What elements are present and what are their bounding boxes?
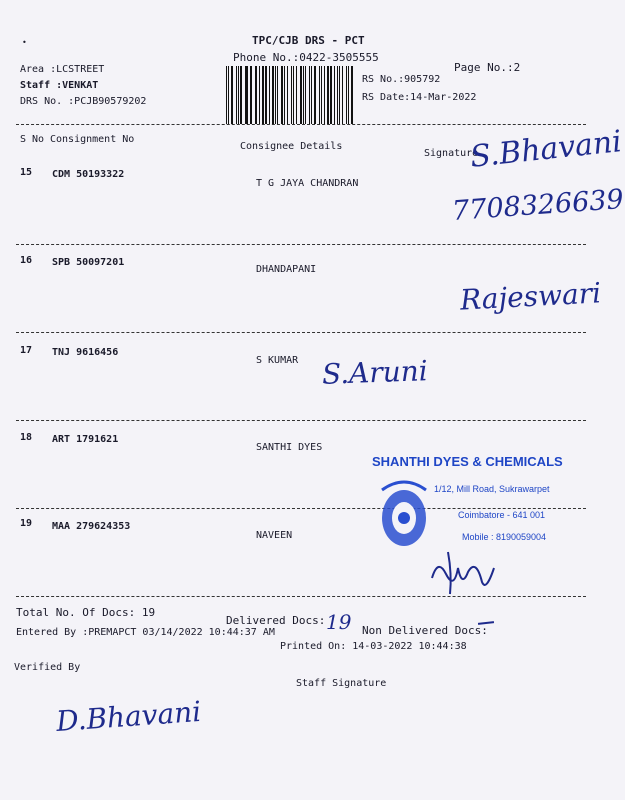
barcode-bar — [348, 66, 349, 124]
barcode-bar — [300, 66, 302, 124]
col-sno: S No — [20, 134, 45, 145]
barcode-bar — [228, 66, 229, 124]
signature-row-19-scribble — [428, 548, 498, 598]
barcode-bar — [250, 66, 251, 124]
row-consignee: NAVEEN — [256, 530, 293, 541]
barcode-bar — [296, 66, 297, 124]
barcode-bar — [240, 66, 241, 124]
col-consignee: Consignee Details — [240, 141, 343, 152]
barcode-bar — [309, 66, 310, 124]
header-divider — [16, 124, 586, 125]
row-consignment: ART 1791621 — [52, 434, 119, 445]
area-label: Area :LCSTREET — [20, 64, 105, 75]
row-consignment: SPB 50097201 — [52, 257, 125, 268]
delivered-docs-label: Delivered Docs: — [226, 614, 326, 627]
barcode-bar — [238, 66, 239, 124]
barcode-bar — [259, 66, 260, 124]
barcode-bar — [256, 66, 257, 124]
phone-number: Phone No.:0422-3505555 — [233, 51, 379, 64]
signature-row-17: S.Aruni — [321, 354, 429, 391]
barcode-bar — [305, 66, 306, 124]
barcode-bar — [334, 66, 335, 124]
barcode-bar — [293, 66, 294, 124]
row-consignment: CDM 50193322 — [52, 169, 125, 180]
barcode-bar — [246, 66, 248, 124]
verified-signature: D.Bhavani — [55, 694, 203, 739]
row-divider — [16, 420, 586, 421]
barcode-bar — [351, 66, 353, 124]
stamp-mobile: Mobile : 8190059004 — [462, 532, 547, 542]
barcode-bar — [337, 66, 338, 124]
barcode-bar — [281, 66, 283, 124]
drs-number: DRS No. :PCJB90579202 — [20, 96, 147, 107]
col-signature: Signature — [424, 148, 479, 159]
row-sno: 16 — [20, 255, 33, 266]
printed-on: Printed On: 14-03-2022 10:44:38 — [280, 641, 467, 652]
barcode-bar — [339, 66, 340, 124]
barcode-bar — [226, 66, 227, 124]
row-sno: 17 — [20, 345, 33, 356]
delivered-docs-count: 19 — [326, 610, 352, 634]
stamp-address: 1/12, Mill Road, Sukrawarpet — [434, 484, 550, 494]
row-divider — [16, 332, 586, 333]
stamp-logo-icon — [376, 478, 432, 550]
barcode-bar — [265, 66, 266, 124]
rs-date: RS Date:14-Mar-2022 — [362, 92, 477, 103]
barcode-bar — [291, 66, 292, 124]
barcode-bar — [269, 66, 270, 124]
row-consignment: TNJ 9616456 — [52, 347, 119, 358]
page-title: TPC/CJB DRS - PCT — [252, 34, 365, 47]
barcode-bar — [324, 66, 325, 124]
barcode-bar — [284, 66, 285, 124]
row-divider — [16, 508, 586, 509]
barcode-bar — [245, 66, 246, 124]
barcode-bar — [262, 66, 264, 124]
barcode-bar — [321, 66, 322, 124]
row-consignee: S KUMAR — [256, 355, 299, 366]
entered-by: Entered By :PREMAPCT 03/14/2022 10:44:37 AM — [16, 627, 275, 638]
row-sno: 18 — [20, 432, 33, 443]
col-consignment: Consignment No — [50, 134, 135, 145]
barcode-bar — [255, 66, 256, 124]
dot-mark: • — [22, 38, 27, 47]
barcode-bar — [303, 66, 304, 124]
barcode-bar — [346, 66, 347, 124]
row-divider — [16, 244, 586, 245]
barcode-bar — [277, 66, 278, 124]
barcode-bar — [314, 66, 316, 124]
barcode-bar — [311, 66, 312, 124]
row-consignment: MAA 279624353 — [52, 521, 131, 532]
barcode-bar — [236, 66, 237, 124]
barcode-bar — [330, 66, 332, 124]
rs-number: RS No.:905792 — [362, 74, 441, 85]
total-docs: Total No. Of Docs: 19 — [16, 606, 156, 619]
row-consignee: SANTHI DYES — [256, 442, 323, 453]
barcode-bar — [275, 66, 276, 124]
stamp-city: Coimbatore - 641 001 — [458, 510, 546, 520]
barcode-bar — [342, 66, 343, 124]
signature-row-15: S.Bhavani — [468, 124, 624, 175]
barcode-bar — [272, 66, 273, 124]
stamp-company-name: SHANTHI DYES & CHEMICALS — [372, 454, 563, 469]
staff-label: Staff :VENKAT — [20, 80, 99, 91]
verified-by-label: Verified By — [14, 662, 81, 673]
signature-row-16: Rajeswari — [459, 276, 602, 317]
barcode-bar — [327, 66, 328, 124]
barcode-bar — [319, 66, 320, 124]
row-divider — [16, 596, 586, 597]
row-consignee: DHANDAPANI — [256, 264, 317, 275]
barcode-bar — [231, 66, 233, 124]
staff-signature-label: Staff Signature — [296, 678, 387, 689]
barcode-bar — [287, 66, 288, 124]
row-sno: 19 — [20, 518, 33, 529]
handwritten-phone: 7708326639 — [451, 184, 625, 227]
row-consignee: T G JAYA CHANDRAN — [256, 178, 359, 189]
non-delivered-docs-label: Non Delivered Docs: — [362, 624, 488, 637]
page-number: Page No.:2 — [454, 61, 521, 74]
row-sno: 15 — [20, 167, 33, 178]
barcode — [226, 66, 356, 124]
